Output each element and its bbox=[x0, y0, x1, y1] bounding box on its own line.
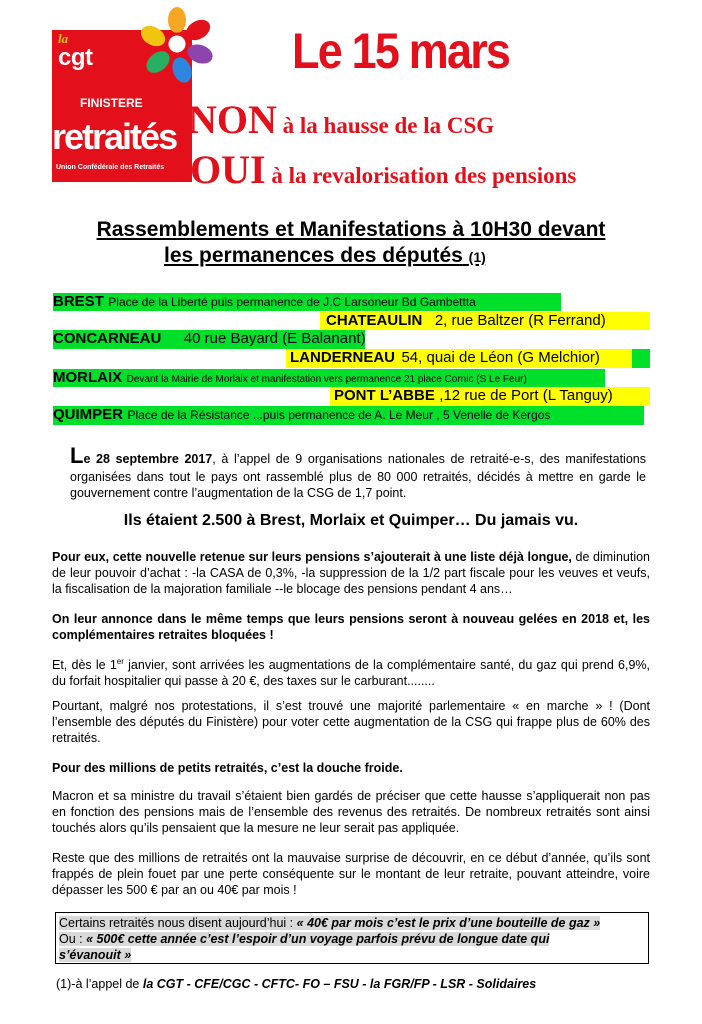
quote-line-1-plain: Certains retraités nous disent aujourd’hui : bbox=[59, 916, 297, 930]
quote-line-3 bbox=[59, 947, 131, 963]
headline-line-2 bbox=[164, 244, 486, 268]
quote-line-1-quote: « 40€ par mois c’est le prix d’une bouteille de gaz » bbox=[296, 916, 601, 930]
location-concarneau bbox=[53, 330, 365, 349]
intro-paragraph bbox=[70, 443, 646, 501]
slogan-non-text: à la hausse de la CSG bbox=[276, 113, 495, 138]
location-address: 40 rue Bayard (E Balanant) bbox=[183, 330, 366, 347]
location-pont-labbe bbox=[330, 387, 650, 406]
location-address: Place de la Liberté puis permanence de J.C Larsoneur Bd Gambettta bbox=[108, 295, 476, 309]
paragraph-3 bbox=[52, 654, 650, 689]
quote-line-2-quote: « 500€ cette année c’est l’espoir d’un voyage parfois prévu de longue date qui bbox=[86, 932, 550, 946]
location-morlaix bbox=[53, 369, 605, 387]
logo-name: retraités bbox=[52, 116, 177, 157]
paragraph-1-text: de diminution de leur pouvoir d’achat : -la CASA de 0,3%, -la suppression de la 1/2 part fiscale pour les veuves et veufs, la fiscalisation de la majoration familiale --le blocage des pensions pendant 4 ans… bbox=[52, 550, 651, 596]
paragraph-2: On leur annonce dans le même temps que leurs pensions seront à nouveau gelées en 2018 et, les complémentaires retraites bloquées ! bbox=[52, 612, 650, 642]
paragraph-5: Pour des millions de petits retraités, c’est la douche froide. bbox=[52, 761, 403, 775]
location-city: LANDERNEAU bbox=[290, 349, 395, 366]
paragraph-1 bbox=[52, 549, 650, 597]
location-city: QUIMPER bbox=[53, 406, 124, 423]
quote-box bbox=[55, 912, 649, 964]
location-city: CHATEAULIN bbox=[326, 312, 423, 329]
location-city: CONCARNEAU bbox=[53, 330, 162, 347]
location-city: PONT L’ABBE bbox=[334, 387, 435, 404]
slogan-oui bbox=[190, 146, 576, 193]
paragraph-4: Pourtant, malgré nos protestations, il s’est trouvé une majorité parlementaire « en marche » ! (Dont l’ensemble des députés du Finistère) pour voter cette augmentation de la CSG qui frappe plus de 60% des retraités. bbox=[52, 699, 650, 745]
slogan-non bbox=[188, 96, 494, 143]
location-city: MORLAIX bbox=[53, 369, 123, 386]
paragraph-3-sup: er bbox=[116, 657, 124, 666]
quote-line-2-plain: Ou : bbox=[59, 932, 87, 946]
quote-line-2 bbox=[59, 931, 549, 947]
paragraph-3-a: Et, dès le 1 bbox=[52, 658, 117, 673]
quote-line-1 bbox=[59, 915, 600, 931]
location-quimper bbox=[53, 406, 644, 425]
footnote bbox=[56, 977, 536, 991]
location-address: Devant la Mairie de Morlaix et manifestation vers permanence 21 place Cornic (S Le Feur) bbox=[126, 374, 527, 385]
location-address: Place de la Résistance ...puis permanence de A. Le Meur , 5 Venelle de Kergos bbox=[127, 408, 551, 422]
flower-icon bbox=[138, 6, 216, 86]
paragraph-7: Reste que des millions de retraités ont la mauvaise surprise de découvrir, en ce début d’année, qu’ils sont frappés de plein fouet par une perte conséquente sur le montant de leur retraite, pouvant atteindre, voire dépasser les 500 € par an ou 40€ par mois ! bbox=[52, 851, 650, 897]
headline-line-2-text: les permanences des députés bbox=[164, 244, 463, 267]
logo-la: la bbox=[58, 31, 69, 46]
footnote-prefix: (1)-à l’appel de bbox=[56, 977, 143, 991]
headline-footnote-ref: (1) bbox=[468, 249, 486, 265]
intro-lead: e 28 septembre 2017 bbox=[83, 452, 213, 466]
quote-line-3-quote: s’évanouit » bbox=[59, 948, 132, 962]
intro-dropcap: L bbox=[70, 443, 84, 468]
logo-tagline: Union Confédérale des Retraités bbox=[56, 164, 165, 171]
highlight-sentence: Ils étaient 2.500 à Brest, Morlaix et Quimper… Du jamais vu. bbox=[123, 512, 579, 529]
location-brest bbox=[53, 293, 561, 311]
location-chateaulin bbox=[320, 312, 650, 330]
location-address: ,12 rue de Port (L Tanguy) bbox=[439, 387, 613, 404]
slogan-non-word: NON bbox=[188, 97, 277, 142]
date-title: Le 15 mars bbox=[292, 23, 510, 79]
highlight-filler bbox=[632, 349, 650, 368]
slogan-oui-word: OUI bbox=[190, 147, 266, 192]
location-address: 2, rue Baltzer (R Ferrand) bbox=[434, 312, 606, 329]
paragraph-1-lead: Pour eux, cette nouvelle retenue sur leurs pensions s’ajouterait à une liste déjà longue, bbox=[52, 550, 572, 564]
intro-text: , à l’appel de 9 organisations nationales de retraité-e-s, des manifestations organisées dans tout le pays ont rassemblé plus de 80 000 retraités, décidés à mettre en garde le gouvernement contre l’augmentation de la CSG de 1,7 point. bbox=[70, 452, 646, 500]
headline-line-1: Rassemblements et Manifestations à 10H30 devant bbox=[96, 218, 606, 241]
logo-region: FINISTERE bbox=[80, 96, 143, 110]
logo-cgt: cgt bbox=[58, 44, 93, 71]
location-landerneau bbox=[286, 349, 632, 368]
slogan-oui-text: à la revalorisation des pensions bbox=[265, 163, 577, 188]
paragraph-3-b: janvier, sont arrivées les augmentations de la complémentaire santé, du gaz qui prend 6,9%, du forfait hospitalier qui passe à 20 €, des taxes sur le carburant........ bbox=[52, 658, 650, 689]
location-address: 54, quai de Léon (G Melchior) bbox=[401, 349, 600, 366]
paragraph-6: Macron et sa ministre du travail s’étaient bien gardés de préciser que cette hausse s’appliquerait non pas en fonction des pensions mais de l’ensemble des revenus des retraités. De nombreux retraités sont ainsi touchés alors qu’ils pensaient que la mesure ne leur serait pas appliquée. bbox=[52, 789, 650, 835]
location-city: BREST bbox=[53, 293, 104, 310]
footnote-organisations: la CGT - CFE/CGC - CFTC- FO – FSU - la FGR/FP - LSR - Solidaires bbox=[142, 977, 537, 991]
